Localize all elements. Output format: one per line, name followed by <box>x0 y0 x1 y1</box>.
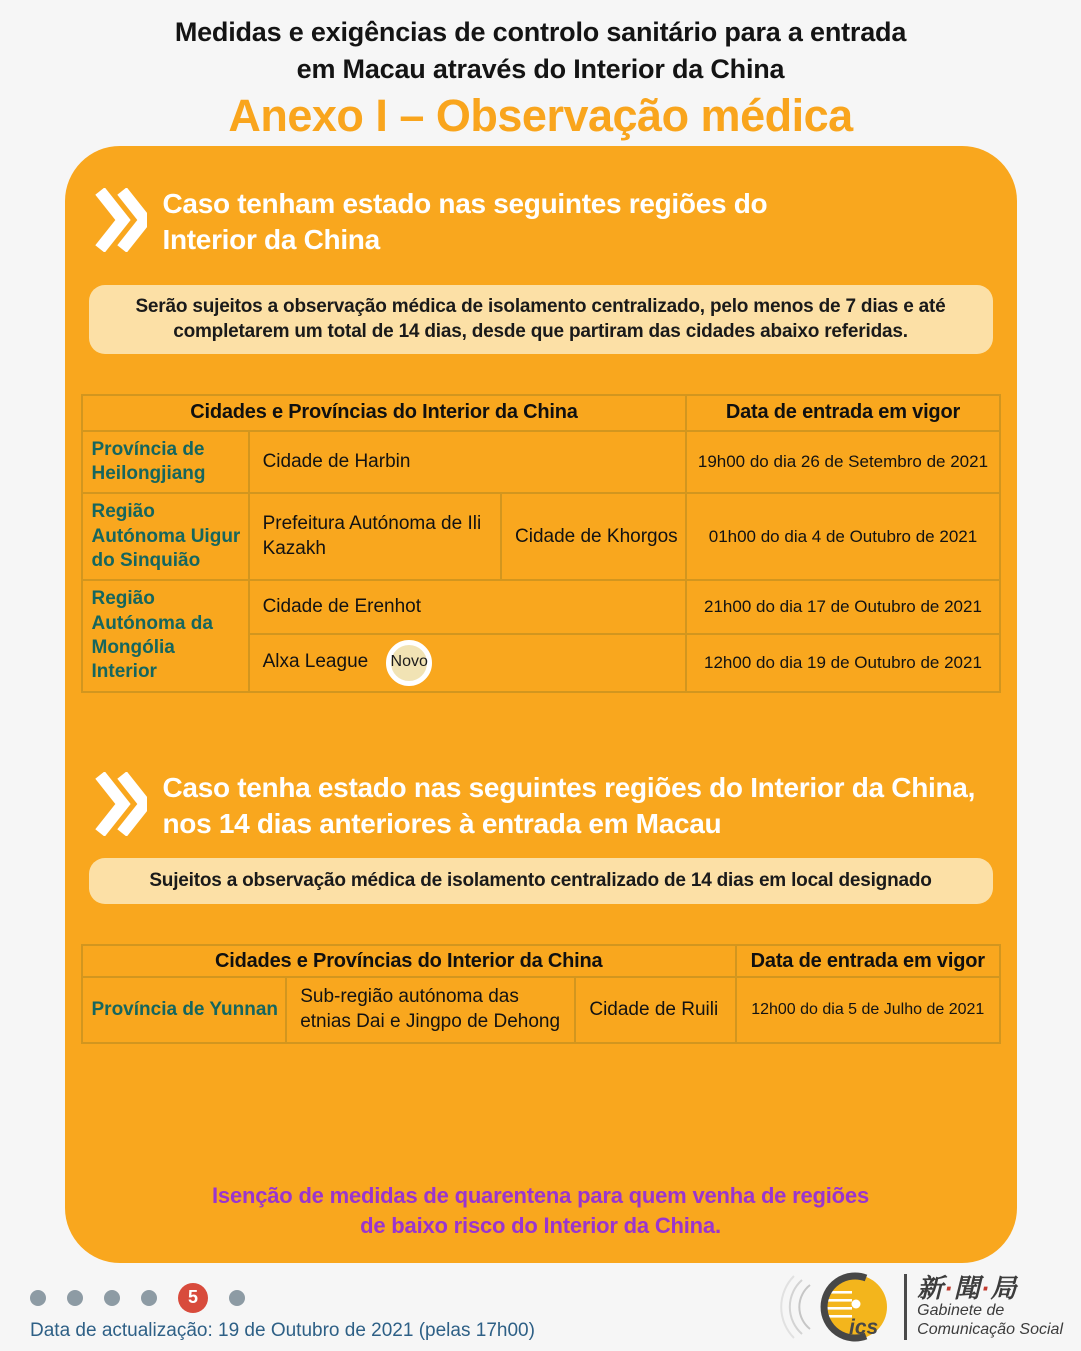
province-yunnan: Província de Yunnan <box>82 977 287 1043</box>
main-title-line2: em Macau através do Interior da China <box>296 54 785 85</box>
page-dot <box>104 1290 120 1306</box>
gcs-logo-text <box>904 1274 1063 1340</box>
province-inner-mongolia: Região Autónoma da Mongólia Interior <box>82 580 249 691</box>
gcs-dept-line2: Comunicação Social <box>917 1321 1063 1339</box>
place-harbin: Cidade de Harbin <box>249 431 687 494</box>
cn-char: 局 <box>990 1272 1018 1303</box>
table-row <box>82 580 1000 634</box>
main-title-line1: Medidas e exigências de controlo sanitário para a entrada <box>174 17 907 47</box>
cn-char: 聞 <box>953 1272 981 1303</box>
table-row <box>82 431 1000 494</box>
table2-header-row <box>82 945 1000 977</box>
place-dehong: Sub-região autónoma das etnias Dai e Jingpo de Dehong <box>286 977 575 1043</box>
double-chevron-icon <box>95 188 147 252</box>
page-dot <box>141 1290 157 1306</box>
page-footer <box>0 1263 1081 1350</box>
regions-table-1 <box>81 394 1001 693</box>
date-erenhot: 21h00 do dia 17 de Outubro de 2021 <box>686 580 999 634</box>
date-harbin: 19h00 do dia 26 de Setembro de 2021 <box>686 431 999 494</box>
gcs-logo-icon <box>778 1271 900 1343</box>
table1-header-cities: Cidades e Províncias do Interior da China <box>82 395 687 431</box>
content-card <box>65 146 1017 1263</box>
date-khorgos: 01h00 do dia 4 de Outubro de 2021 <box>686 493 999 580</box>
gcs-chinese-name <box>917 1274 1063 1303</box>
page-dot <box>229 1290 245 1306</box>
pagination-dots <box>30 1283 535 1313</box>
update-date-text: Data de actualização: 19 de Outubro de 2021 (pelas 17h00) <box>30 1319 535 1341</box>
page-dot <box>67 1290 83 1306</box>
section1-heading-text: Caso tenham estado nas seguintes regiões do Interior da China <box>162 187 768 256</box>
place-alxa-league <box>249 634 687 692</box>
gcs-logo <box>778 1271 1063 1343</box>
exemption-note <box>65 1181 1017 1240</box>
section1-note: Serão sujeitos a observação médica de isolamento centralizado, pelo menos de 7 dias e até completarem um total de 14 dias, desde que partiram das cidades abaixo referidas. <box>89 285 993 354</box>
footer-left <box>30 1283 535 1342</box>
table2-header-date: Data de entrada em vigor <box>736 945 1000 977</box>
regions-table-2 <box>81 944 1001 1044</box>
section2-note: Sujeitos a observação médica de isolamento centralizado de 14 dias em local designado <box>89 858 993 904</box>
table-row <box>82 977 1000 1043</box>
date-ruili: 12h00 do dia 5 de Julho de 2021 <box>736 977 1000 1043</box>
current-page-badge: 5 <box>178 1283 208 1313</box>
gcs-acronym: ics <box>849 1315 879 1339</box>
place-ili-kazakh: Prefeitura Autónoma de Ili Kazakh <box>249 493 501 580</box>
cn-char: 新 <box>917 1272 945 1303</box>
province-heilongjiang: Província de Heilongjiang <box>82 431 249 494</box>
table1-header-row <box>82 395 1000 431</box>
table1-header-date: Data de entrada em vigor <box>686 395 999 431</box>
province-xinjiang: Região Autónoma Uigur do Sinquião <box>82 493 249 580</box>
city-ruili: Cidade de Ruili <box>575 977 736 1043</box>
annex-title: Anexo I – Observação médica <box>228 89 853 141</box>
page-header <box>0 0 1081 139</box>
table2-header-cities: Cidades e Províncias do Interior da China <box>82 945 737 977</box>
cn-dot: · <box>944 1272 954 1303</box>
double-chevron-icon <box>95 772 147 836</box>
gcs-dept-line1: Gabinete de <box>917 1302 1005 1320</box>
section1-heading <box>95 186 1001 259</box>
section2-heading <box>95 770 1001 843</box>
city-khorgos: Cidade de Khorgos <box>501 493 686 580</box>
alxa-league-label: Alxa League <box>262 651 369 673</box>
table-row <box>82 493 1000 580</box>
date-alxa: 12h00 do dia 19 de Outubro de 2021 <box>686 634 999 692</box>
place-erenhot: Cidade de Erenhot <box>249 580 687 634</box>
cn-dot: · <box>980 1272 991 1303</box>
exemption-note-text: Isenção de medidas de quarentena para quem venha de regiões de baixo risco do Interior da China. <box>212 1183 869 1239</box>
page-dot <box>30 1290 46 1306</box>
novo-badge: Novo <box>386 640 432 686</box>
section2-heading-text: Caso tenha estado nas seguintes regiões do Interior da China, nos 14 dias anteriores à entrada em Macau <box>162 771 976 840</box>
